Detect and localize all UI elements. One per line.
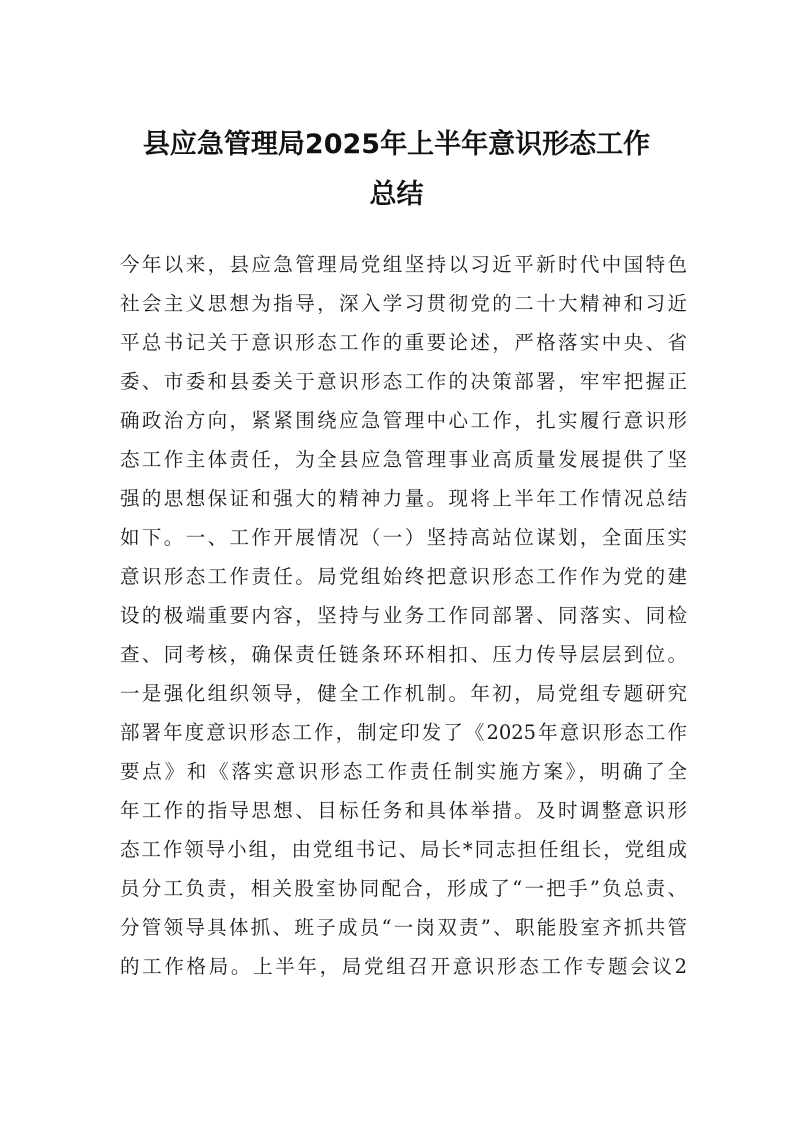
body-line: 态工作领导小组，由党组书记、局长*同志担任组长，党组成 — [120, 838, 687, 861]
body-line: 委、市委和县委关于意识形态工作的决策部署，牢牢把握正 — [120, 370, 687, 393]
body-line: 态工作主体责任，为全县应急管理事业高质量发展提供了坚 — [120, 448, 687, 471]
body-line: 分管领导具体抓、班子成员“一岗双责”、职能股室齐抓共管 — [120, 916, 687, 939]
body-line: 查、同考核，确保责任链条环环相扣、压力传导层层到位。 — [120, 643, 687, 666]
body-line: 一是强化组织领导，健全工作机制。年初，局党组专题研究 — [120, 682, 687, 705]
body-line: 部署年度意识形态工作，制定印发了《2025年意识形态工作 — [120, 721, 687, 744]
title-line-1: 县应急管理局2025年上半年意识形态工作 — [142, 129, 651, 160]
body-line: 员分工负责，相关股室协同配合，形成了“一把手”负总责、 — [120, 877, 687, 900]
body-line: 平总书记关于意识形态工作的重要论述，严格落实中央、省 — [120, 331, 687, 354]
body-line: 强的思想保证和强大的精神力量。现将上半年工作情况总结 — [120, 487, 687, 510]
title-line-2: 总结 — [369, 179, 424, 210]
body-line: 社会主义思想为指导，深入学习贯彻党的二十大精神和习近 — [120, 292, 687, 315]
body-line: 如下。一、工作开展情况（一）坚持高站位谋划，全面压实 — [120, 526, 687, 549]
body-line: 的工作格局。上半年，局党组召开意识形态工作专题会议2 — [120, 955, 687, 978]
document-body — [120, 245, 687, 986]
document-title — [110, 120, 683, 220]
body-line: 今年以来，县应急管理局党组坚持以习近平新时代中国特色 — [120, 253, 687, 276]
body-line: 设的极端重要内容，坚持与业务工作同部署、同落实、同检 — [120, 604, 687, 627]
body-line: 要点》和《落实意识形态工作责任制实施方案》，明确了全 — [120, 760, 687, 783]
body-line: 意识形态工作责任。局党组始终把意识形态工作作为党的建 — [120, 565, 687, 588]
body-line: 年工作的指导思想、目标任务和具体举措。及时调整意识形 — [120, 799, 687, 822]
body-line: 确政治方向，紧紧围绕应急管理中心工作，扎实履行意识形 — [120, 409, 687, 432]
